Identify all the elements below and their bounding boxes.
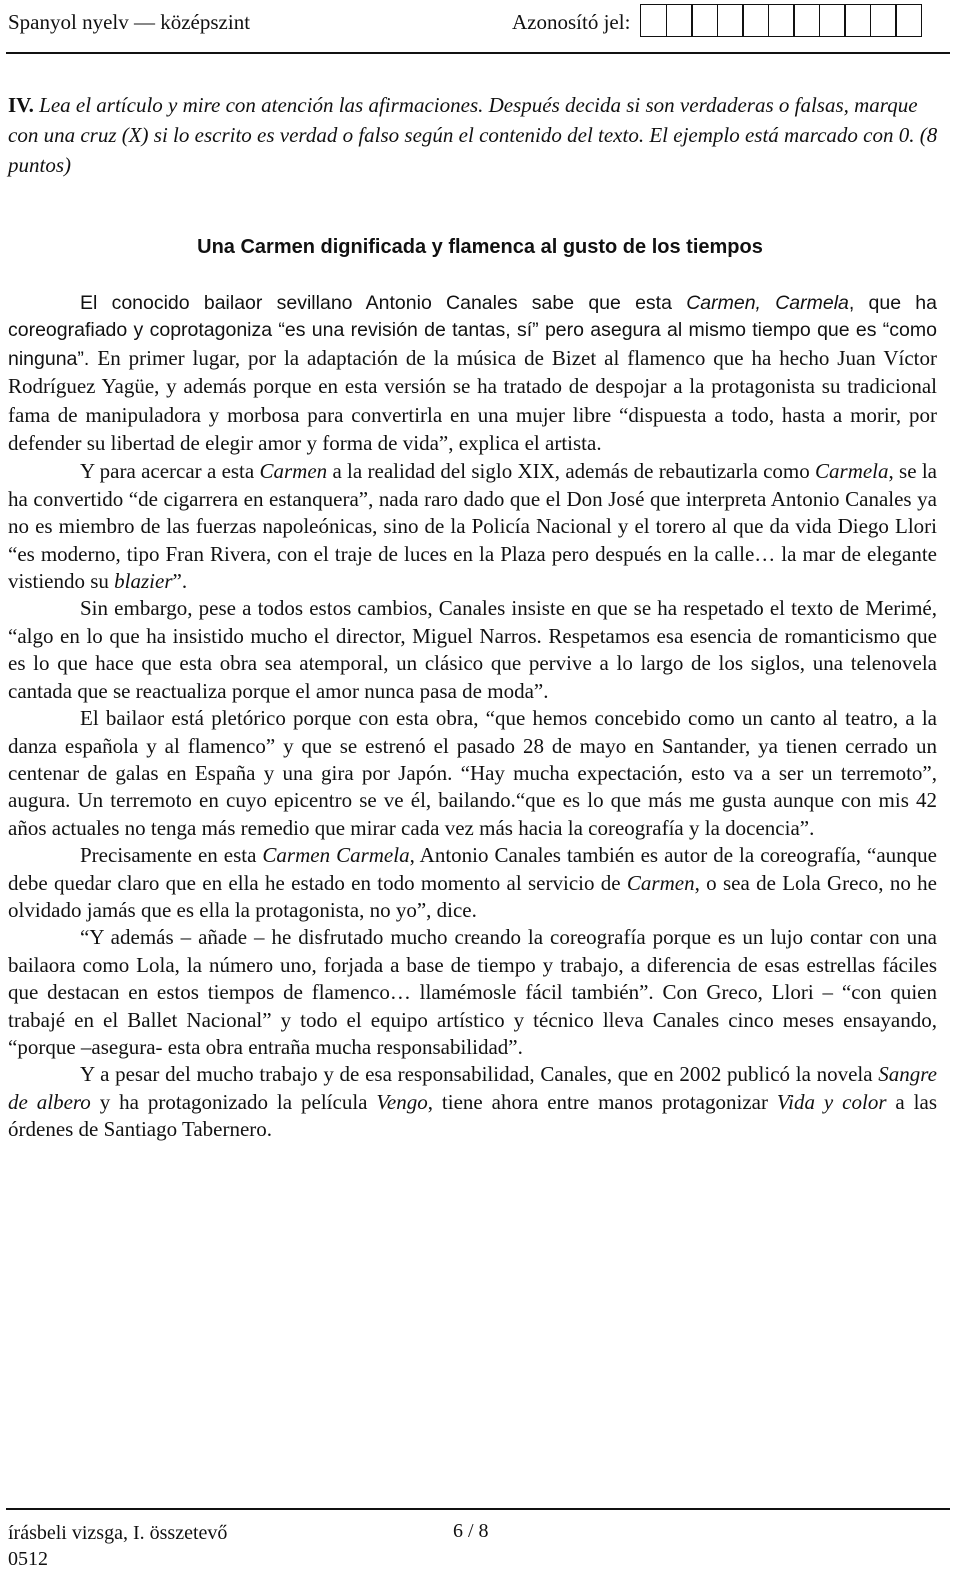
article-body — [8, 290, 937, 1144]
paragraph-1 — [8, 290, 937, 458]
page-number: 6 / 8 — [453, 1520, 489, 1542]
subject-label: Spanyol nyelv — középszint — [8, 10, 251, 34]
id-box[interactable] — [666, 4, 693, 37]
id-box[interactable] — [768, 4, 795, 37]
id-box[interactable] — [717, 4, 744, 37]
text-run-italic: Carmen, Carmela — [686, 292, 849, 314]
text-run: El conocido bailaor sevillano Antonio Canales sabe que esta — [80, 292, 687, 314]
text-run: a las órdenes de Santiago Tabernero. — [8, 1089, 937, 1142]
text-run: , Antonio Canales también es autor de la coreografía, “aunque debe quedar claro que en ella he estado en todo momento al servicio de — [8, 843, 937, 895]
id-label: Azonosító jel: — [512, 10, 631, 34]
text-run-italic: Vida y color — [776, 1089, 887, 1114]
id-box[interactable] — [742, 4, 769, 37]
text-run: y ha protagonizado la película — [90, 1089, 377, 1114]
paragraph-7 — [8, 1061, 937, 1143]
paragraph-3: Sin embargo, pese a todos estos cambios, Canales insiste en que se ha respetado el texto de Merimé, “algo en lo que ha insistido mucho el director, Miguel Narros. Respetamos esa esencia de romanticismo que es lo que hace que esta obra sea atemporal, un clásico que pervive a lo largo de los siglos, una telenovela cantada que se reactualiza porque el amor nunca pasa de moda”. — [8, 596, 937, 703]
id-box[interactable] — [793, 4, 820, 37]
header-rule — [6, 52, 950, 54]
text-run: Precisamente en esta — [80, 843, 263, 868]
text-run: ”. — [172, 569, 188, 594]
text-run-italic: Carmela — [815, 459, 889, 484]
text-run: Y para acercar a esta — [80, 459, 260, 484]
text-run-italic: Carmen Carmela — [262, 843, 410, 868]
text-run-italic: Carmen — [259, 459, 328, 484]
id-box[interactable] — [870, 4, 897, 37]
text-run-italic: Vengo — [376, 1089, 428, 1114]
task-text: Lea el artículo y mire con atención las afirmaciones. Después decida si son verdaderas o falsas, marque con una cruz (X) si lo escrito es verdad o falso según el contenido del texto. El ejemplo está marcado con 0. (8 puntos) — [8, 93, 938, 177]
text-run: , que ha coreografiado y coprotagoniza “es una revisión de tantas, sí” pero asegura al mismo tiempo que es “como ninguna”. — [8, 292, 937, 370]
footer-info — [8, 1520, 227, 1572]
paragraph-2 — [8, 458, 937, 595]
task-instructions — [8, 90, 948, 180]
task-number: IV. — [8, 93, 34, 117]
id-boxes — [640, 4, 921, 37]
text-run: , o sea de Lola Greco, no he olvidado jamás que es ella la protagonista, no yo”, dice. — [8, 870, 937, 922]
paragraph-4: El bailaor está pletórico porque con esta obra, “que hemos concebido como un canto al teatro, a la danza española y al flamenco” y que se estrenó el pasado 28 de mayo en Santander, ya tienen cerrado un centenar de galas en España y una gira por Japón. “Hay mucha expectación, esto va a ser un terremoto”, augura. Un terremoto en cuyo epicentro se ve él, bailando.“que es lo que más me gusta aunque con mis 42 años actuales no tenga más remedio que mirar cada vez más hacia la coreografía y la docencia”. — [8, 706, 937, 840]
id-box[interactable] — [640, 4, 667, 37]
text-run: , tiene ahora entre manos protagonizar — [427, 1089, 777, 1114]
text-run: a la realidad del siglo XIX, además de rebautizarla como — [327, 459, 816, 484]
page-header — [0, 0, 960, 52]
id-box[interactable] — [895, 4, 922, 37]
text-run: Y a pesar del mucho trabajo y de esa responsabilidad, Canales, que en 2002 publicó la novela — [80, 1062, 879, 1087]
paragraph-6: “Y además – añade – he disfrutado mucho creando la coreografía porque es un lujo contar con una bailaora como Lola, la número uno, forjada a base de tiempo y trabajo, a diferencia de esas estrellas fáciles que destacan en estos tiempos de flamenco… llamémosle fácil también”. Con Greco, Llori – “con quien trabajé en el Ballet Nacional” y todo el equipo artístico y técnico lleva Canales cinco meses ensayando, “porque –asegura- esta obra entraña mucha responsabilidad”. — [8, 925, 937, 1059]
text-run-italic: Sangre de albero — [8, 1062, 937, 1114]
id-box[interactable] — [844, 4, 871, 37]
footer-rule — [6, 1508, 950, 1510]
text-run-italic: Carmen — [626, 870, 695, 895]
text-run-serif: En primer lugar, por la adaptación de la música de Bizet al flamenco que ha hecho Juan Víctor Rodríguez Yagüe, y además porque en esta versión se ha tratado de despojar a la protagonista su tradicional fama de manipuladora y morbosa para convertirla en una mujer libre “dispuesta a todo, hasta a morir, por defender su libertad de elegir amor y forma de vida”, explica el artista. — [8, 345, 937, 456]
paragraph-5 — [8, 842, 937, 924]
id-box[interactable] — [819, 4, 846, 37]
id-box[interactable] — [691, 4, 718, 37]
text-run: , se la ha convertido “de cigarrera en estanquera”, nada raro dado que el Don José que interpreta Antonio Canales ya no es miembro de las fuerzas napoleónicas, sino de la Policía Nacional y el torero al que da vida Diego Llori “es moderno, tipo Fran Rivera, con el traje de luces en la Plaza pero después en la calle… la mar de elegante vistiendo su — [8, 459, 937, 594]
text-run-italic: blazier — [114, 569, 173, 594]
exam-code: 0512 — [8, 1548, 48, 1570]
exam-label: írásbeli vizsga, I. összetevő — [8, 1522, 228, 1544]
article-title: Una Carmen dignificada y flamenca al gusto de los tiempos — [197, 236, 763, 258]
